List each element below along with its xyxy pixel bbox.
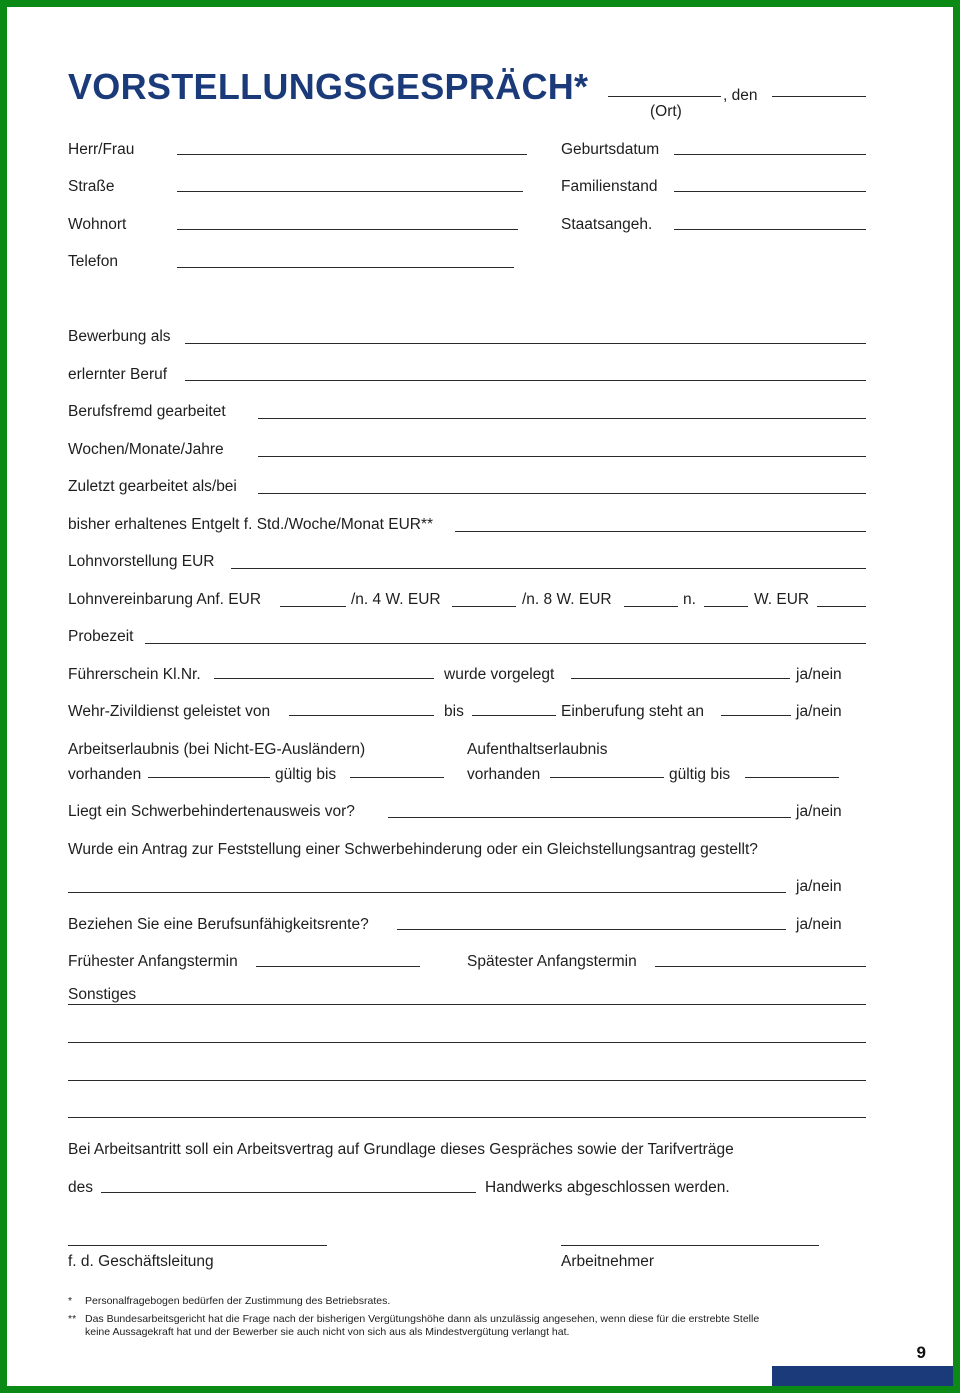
telefon-label: Telefon [68, 253, 118, 270]
wehrdienst-von-field[interactable] [289, 715, 434, 716]
footnote-2-mark: ** [68, 1313, 77, 1325]
spaetester-field[interactable] [655, 966, 866, 967]
sonstiges-line-3[interactable] [68, 1080, 866, 1081]
wohnort-label: Wohnort [68, 216, 127, 233]
sonstiges-line-1[interactable] [68, 1004, 866, 1005]
sonstiges-line-2[interactable] [68, 1042, 866, 1043]
vorgelegt-field[interactable] [571, 678, 790, 679]
aufenthalt-gueltig-label: gültig bis [669, 766, 731, 783]
zuletzt-label: Zuletzt gearbeitet als/bei [68, 478, 237, 495]
page-number: 9 [916, 1343, 926, 1362]
signature-line-arbeitnehmer[interactable] [561, 1245, 819, 1246]
closing-sentence: Bei Arbeitsantritt soll ein Arbeitsvertrag auf Grundlage dieses Gespräches sowie der Tarifverträge [68, 1141, 734, 1158]
handwerk-field[interactable] [101, 1192, 476, 1193]
entgelt-field[interactable] [455, 531, 866, 532]
wehrdienst-bis-label: bis [444, 703, 464, 720]
geburtsdatum-field[interactable] [674, 154, 866, 155]
herr-frau-field[interactable] [177, 154, 527, 155]
fruehester-field[interactable] [256, 966, 420, 967]
beruf-label: erlernter Beruf [68, 366, 168, 383]
antrag-label: Wurde ein Antrag zur Feststellung einer Schwerbehinderung oder ein Gleichstellungsantrag gestellt? [68, 841, 758, 858]
probezeit-field[interactable] [145, 643, 866, 644]
dauer-label: Wochen/Monate/Jahre [68, 441, 224, 458]
footnote-1-text: Personalfragebogen bedürfen der Zustimmung des Betriebsrates. [85, 1295, 391, 1307]
familienstand-label: Familienstand [561, 178, 658, 195]
antrag-ja-nein[interactable]: ja/nein [796, 878, 842, 895]
probezeit-label: Probezeit [68, 628, 134, 645]
familienstand-field[interactable] [674, 191, 866, 192]
arbeitnehmer-label: Arbeitnehmer [561, 1253, 655, 1270]
handwerk-label: Handwerks abgeschlossen werden. [485, 1179, 730, 1196]
page-accent-bar [772, 1366, 953, 1386]
fuehrerschein-field[interactable] [214, 678, 434, 679]
lohnvorstellung-label: Lohnvorstellung EUR [68, 553, 215, 570]
staatsangeh-field[interactable] [674, 229, 866, 230]
lohnvorstellung-field[interactable] [231, 568, 866, 569]
zuletzt-field[interactable] [258, 493, 866, 494]
beruf-field[interactable] [185, 380, 866, 381]
staatsangeh-label: Staatsangeh. [561, 216, 653, 233]
rente-ja-nein[interactable]: ja/nein [796, 916, 842, 933]
lohn-w-eur-label: W. EUR [754, 591, 810, 608]
lohnvereinbarung-label: Lohnvereinbarung Anf. EUR [68, 591, 262, 608]
ort-field[interactable] [608, 96, 721, 97]
berufsfremd-label: Berufsfremd gearbeitet [68, 403, 226, 420]
lohn-4w-field[interactable] [452, 606, 516, 607]
lohn-w-eur-field[interactable] [817, 606, 866, 607]
lohn-4w-label: /n. 4 W. EUR [351, 591, 441, 608]
des-label: des [68, 1179, 93, 1196]
ort-caption: (Ort) [650, 103, 682, 120]
lohn-n-label: n. [683, 591, 696, 608]
arbeitserlaubnis-gueltig-label: gültig bis [275, 766, 337, 783]
aufenthaltserlaubnis-label: Aufenthaltserlaubnis [467, 741, 608, 758]
aufenthalt-vorhanden-field[interactable] [550, 777, 664, 778]
arbeitserlaubnis-vorhanden-label: vorhanden [68, 766, 142, 783]
arbeitserlaubnis-label: Arbeitserlaubnis (bei Nicht-EG-Ausländern) [68, 741, 366, 758]
footnote-2-text-2: keine Aussagekraft hat und der Bewerber sie auch nicht von sich aus als Mindestvergütung verlangt hat. [85, 1326, 570, 1338]
einberufung-field[interactable] [721, 715, 791, 716]
spaetester-label: Spätester Anfangstermin [467, 953, 637, 970]
footnote-1-mark: * [68, 1295, 73, 1307]
signature-line-geschaeftsleitung[interactable] [68, 1245, 327, 1246]
fuehrerschein-label: Führerschein Kl.Nr. [68, 666, 201, 683]
telefon-field[interactable] [177, 267, 514, 268]
wehrdienst-bis-field[interactable] [472, 715, 556, 716]
schwerbehindert-field[interactable] [388, 817, 791, 818]
herr-frau-label: Herr/Frau [68, 141, 135, 158]
geburtsdatum-label: Geburtsdatum [561, 141, 660, 158]
einberufung-ja-nein[interactable]: ja/nein [796, 703, 842, 720]
arbeitserlaubnis-vorhanden-field[interactable] [148, 777, 270, 778]
lohn-anf-field[interactable] [280, 606, 346, 607]
date-field[interactable] [772, 96, 866, 97]
aufenthalt-vorhanden-label: vorhanden [467, 766, 541, 783]
sonstiges-line-4[interactable] [68, 1117, 866, 1118]
wehrdienst-label: Wehr-Zivildienst geleistet von [68, 703, 271, 720]
lohn-8w-label: /n. 8 W. EUR [522, 591, 612, 608]
schwerbehindert-label: Liegt ein Schwerbehindertenausweis vor? [68, 803, 355, 820]
entgelt-label: bisher erhaltenes Entgelt f. Std./Woche/Monat EUR** [68, 516, 434, 533]
arbeitserlaubnis-gueltig-field[interactable] [350, 777, 444, 778]
einberufung-label: Einberufung steht an [561, 703, 705, 720]
schwerbehindert-ja-nein[interactable]: ja/nein [796, 803, 842, 820]
aufenthalt-gueltig-field[interactable] [745, 777, 839, 778]
bewerbung-label: Bewerbung als [68, 328, 171, 345]
sonstiges-label: Sonstiges [68, 986, 137, 1003]
vorgelegt-label: wurde vorgelegt [444, 666, 555, 683]
footnote-2-text-1: Das Bundesarbeitsgericht hat die Frage nach der bisherigen Vergütungshöhe dann als unzulässig angesehen, wenn diese für die erstrebte Stelle [85, 1313, 760, 1325]
page-title: VORSTELLUNGSGESPRÄCH* [68, 66, 589, 107]
strasse-label: Straße [68, 178, 115, 195]
fruehester-label: Frühester Anfangstermin [68, 953, 238, 970]
dauer-field[interactable] [258, 456, 866, 457]
rente-field[interactable] [397, 929, 786, 930]
lohn-n-field[interactable] [704, 606, 748, 607]
bewerbung-field[interactable] [185, 343, 866, 344]
vorgelegt-ja-nein[interactable]: ja/nein [796, 666, 842, 683]
rente-label: Beziehen Sie eine Berufsunfähigkeitsrente? [68, 916, 369, 933]
geschaeftsleitung-label: f. d. Geschäftsleitung [68, 1253, 214, 1270]
antrag-field[interactable] [68, 892, 786, 893]
berufsfremd-field[interactable] [258, 418, 866, 419]
den-label: , den [723, 87, 758, 104]
wohnort-field[interactable] [177, 229, 518, 230]
strasse-field[interactable] [177, 191, 523, 192]
lohn-8w-field[interactable] [624, 606, 678, 607]
